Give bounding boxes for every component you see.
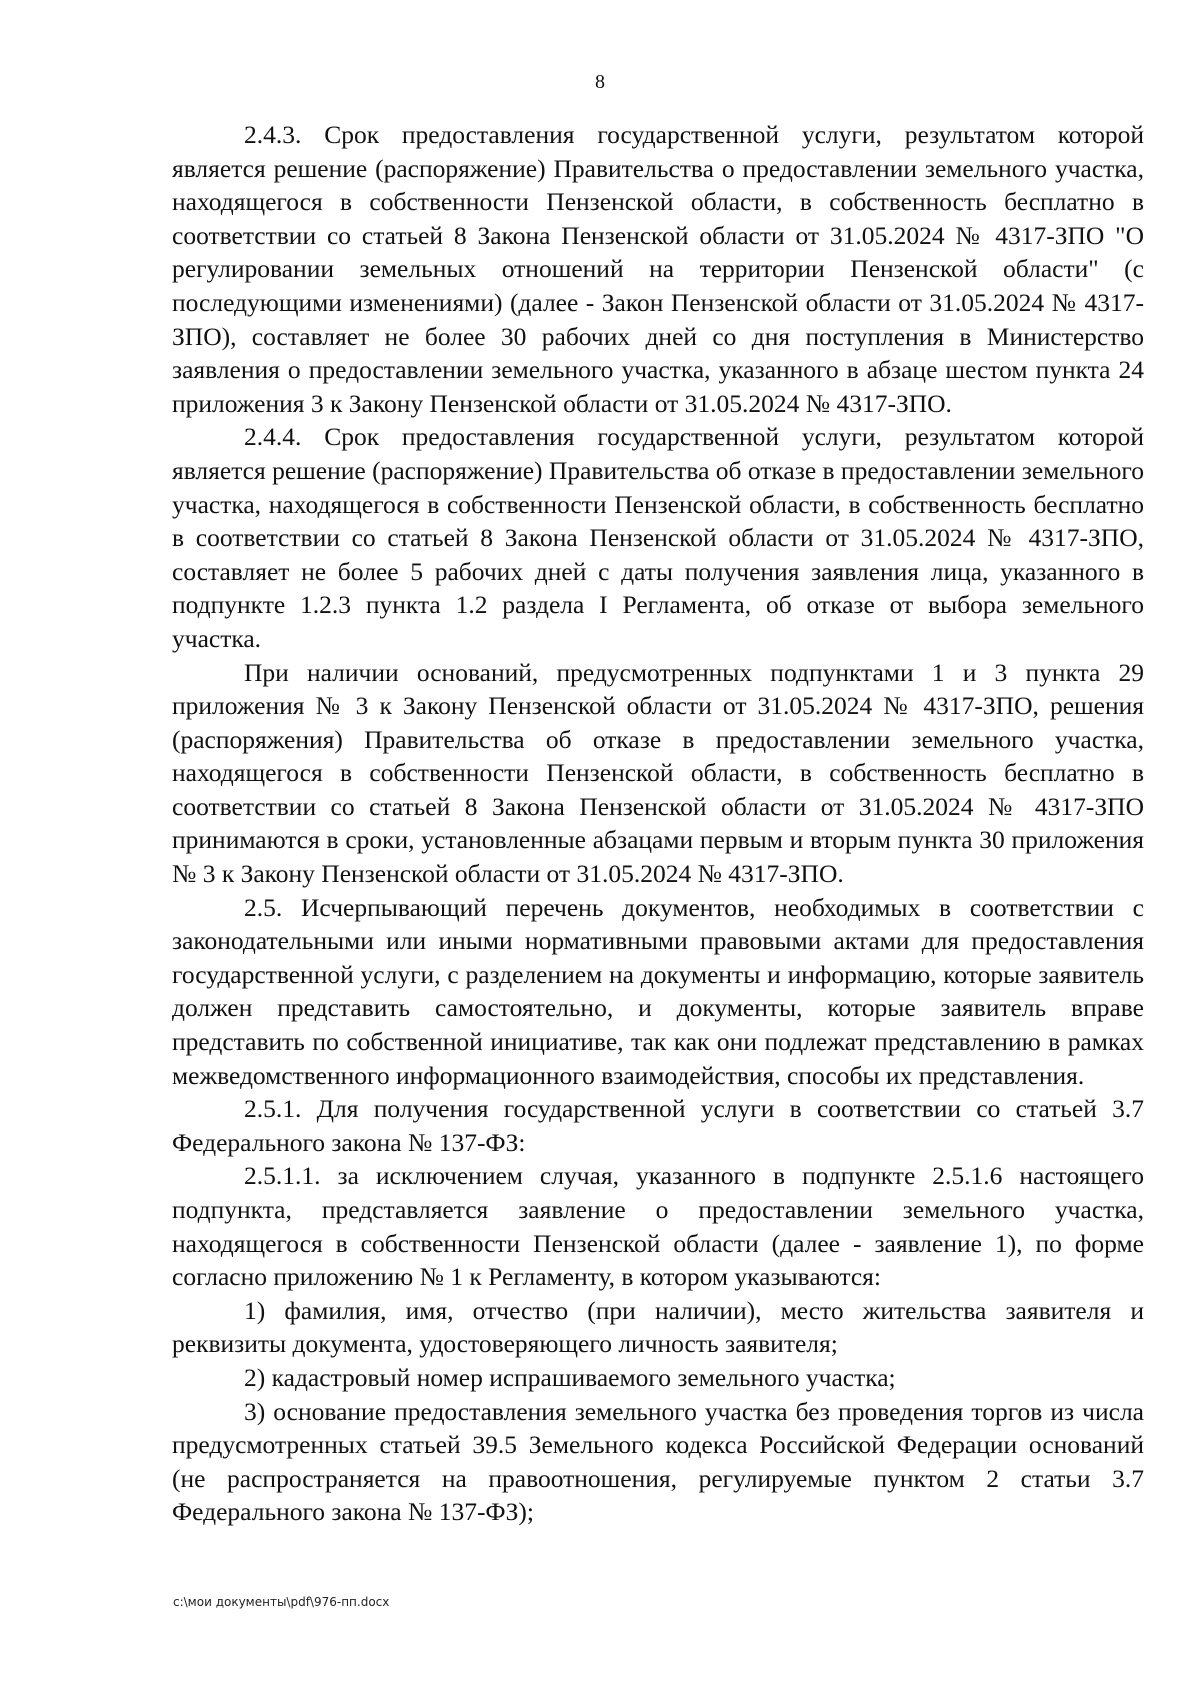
paragraph-2-5: 2.5. Исчерпывающий перечень документов, необходимых в соответствии с законодательными или иными нормативными правовыми актами для предоставления государственной услуги, с разделением на документы и информацию, которые заявитель должен представить самостоятельно, и документы, которые заявитель вправе представить по собственной инициативе, так как они подлежат представлению в рамках межведомственного информационного взаимодействия, способы их представления. bbox=[172, 892, 1144, 1090]
page-number: 8 bbox=[595, 71, 605, 93]
paragraph-2-5-1-1: 2.5.1.1. за исключением случая, указанного в подпункте 2.5.1.6 настоящего подпункта, представляется заявление о предоставлении земельного участка, находящегося в собственности Пензенской области (далее - заявление 1), по форме согласно приложению № 1 к Регламенту, в котором указываются: bbox=[172, 1161, 1144, 1292]
paragraph-2-4-3: 2.4.3. Срок предоставления государственной услуги, результатом которой является решение (распоряжение) Правительства о предоставлении земельного участка, находящегося в собственности Пензенской области, в собственность бесплатно в соответствии со статьей 8 Закона Пензенской области от 31.05.2024 № 4317-ЗПО "О регулировании земельных отношений на территории Пензенской области" (с последующими изменениями) (далее - Закон Пензенской области от 31.05.2024 № 4317-ЗПО), составляет не более 30 рабочих дней со дня поступления в Министерство заявления о предоставлении земельного участка, указанного в абзаце шестом пункта 24 приложения 3 к Закону Пензенской области от 31.05.2024 № 4317-ЗПО. bbox=[172, 120, 1144, 418]
paragraph-grounds-refusal: При наличии оснований, предусмотренных подпунктами 1 и 3 пункта 29 приложения № 3 к Закону Пензенской области от 31.05.2024 № 4317-ЗПО, решения (распоряжения) Правительства об отказе в предоставлении земельного участка, находящегося в собственности Пензенской области, в собственность бесплатно в соответствии со статьей 8 Закона Пензенской области от 31.05.2024 № 4317-ЗПО принимаются в сроки, установленные абзацами первым и вторым пункта 30 приложения № 3 к Закону Пензенской области от 31.05.2024 № 4317-ЗПО. bbox=[172, 657, 1144, 889]
list-item-2: 2) кадастровый номер испрашиваемого земельного участка; bbox=[244, 1362, 896, 1392]
paragraph-2-4-4: 2.4.4. Срок предоставления государственной услуги, результатом которой является решение (распоряжение) Правительства об отказе в предоставлении земельного участка, находящегося в собственности Пензенской области, в собственность бесплатно в соответствии со статьей 8 Закона Пензенской области от 31.05.2024 № 4317-ЗПО, составляет не более 5 рабочих дней с даты получения заявления лица, указанного в подпункте 1.2.3 пункта 1.2 раздела I Регламента, об отказе от выбора земельного участка. bbox=[172, 422, 1144, 653]
footer-file-path: c:\мои документы\pdf\976-пп.docx bbox=[173, 1595, 390, 1609]
list-item-3: 3) основание предоставления земельного участка без проведения торгов из числа предусмотренных статьей 39.5 Земельного кодекса Российской Федерации оснований (не распространяется на правоотношения, регулируемые пунктом 2 статьи 3.7 Федерального закона № 137-ФЗ); bbox=[172, 1396, 1144, 1527]
list-item-1: 1) фамилия, имя, отчество (при наличии), место жительства заявителя и реквизиты документа, удостоверяющего личность заявителя; bbox=[172, 1295, 1144, 1359]
paragraph-2-5-1: 2.5.1. Для получения государственной услуги в соответствии со статьей 3.7 Федерального закона № 137-ФЗ: bbox=[172, 1094, 1144, 1157]
document-body bbox=[172, 118, 1144, 1529]
